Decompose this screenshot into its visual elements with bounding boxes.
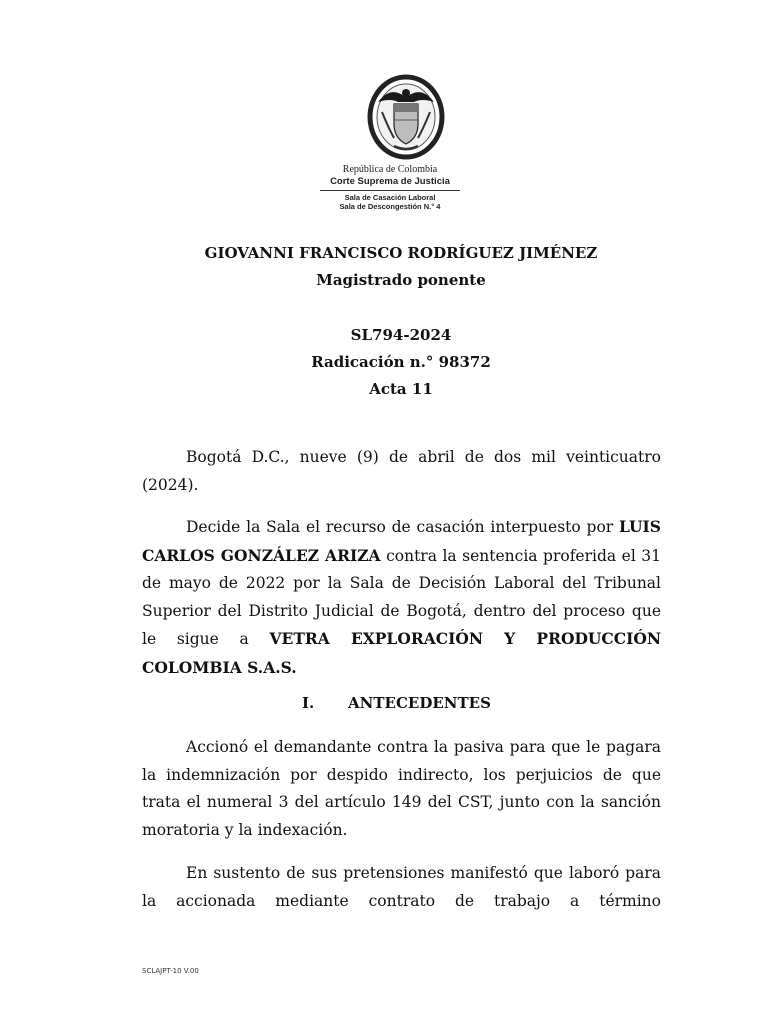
republic-name: República de Colombia [342,164,438,175]
date-text: Bogotá D.C., nueve (9) de abril de dos mil veinticuatro (2024). [142,448,661,494]
radicacion-number: Radicación n.° 98372 [311,353,491,371]
case-number: SL794-2024 [350,326,452,344]
grounds-paragraph [142,860,661,915]
magistrate-role: Magistrado ponente [316,271,486,289]
acta-number: Acta 11 [369,380,433,398]
decongestion-chamber-name: Sala de Descongestión N.° 4 [339,202,441,211]
claims-paragraph [142,734,661,844]
section-title: ANTECEDENTES [348,694,491,712]
decision-intro-text: Decide la Sala el recurso de casación interpuesto por [186,518,614,536]
court-letterhead [320,164,460,211]
date-paragraph [142,444,661,499]
decision-middle-text: contra la sentencia proferida el 31 de mayo de 2022 por la Sala de Decisión Laboral del Tribunal Superior del Distrito Judicial de Bogotá, dentro del proceso que le sigue a [142,546,661,648]
court-name: Corte Suprema de Justicia [320,176,460,191]
section-number: I. [302,694,315,712]
plaintiff-name: LUIS CARLOS GONZÁLEZ ARIZA [142,517,661,565]
defendant-name: VETRA EXPLORACIÓN Y PRODUCCIÓN COLOMBIA S.A.S. [142,629,661,677]
magistrate-name: GIOVANNI FRANCISCO RODRÍGUEZ JIMÉNEZ [204,244,598,262]
colombia-coat-of-arms-icon [364,72,448,162]
grounds-text: En sustento de sus pretensiones manifestó que laboró para la accionada mediante contrato de trabajo a término [142,864,661,910]
claims-text: Accionó el demandante contra la pasiva para que le pagara la indemnización por despido indirecto, los perjuicios de que trata el numeral 3 del artículo 149 del CST, junto con la sanción moratoria y la indexación. [142,738,661,839]
decision-paragraph [142,513,661,682]
chamber-name: Sala de Casación Laboral [344,193,436,202]
document-code: SCLAJPT-10 V.00 [142,967,199,975]
section-heading [302,693,491,713]
